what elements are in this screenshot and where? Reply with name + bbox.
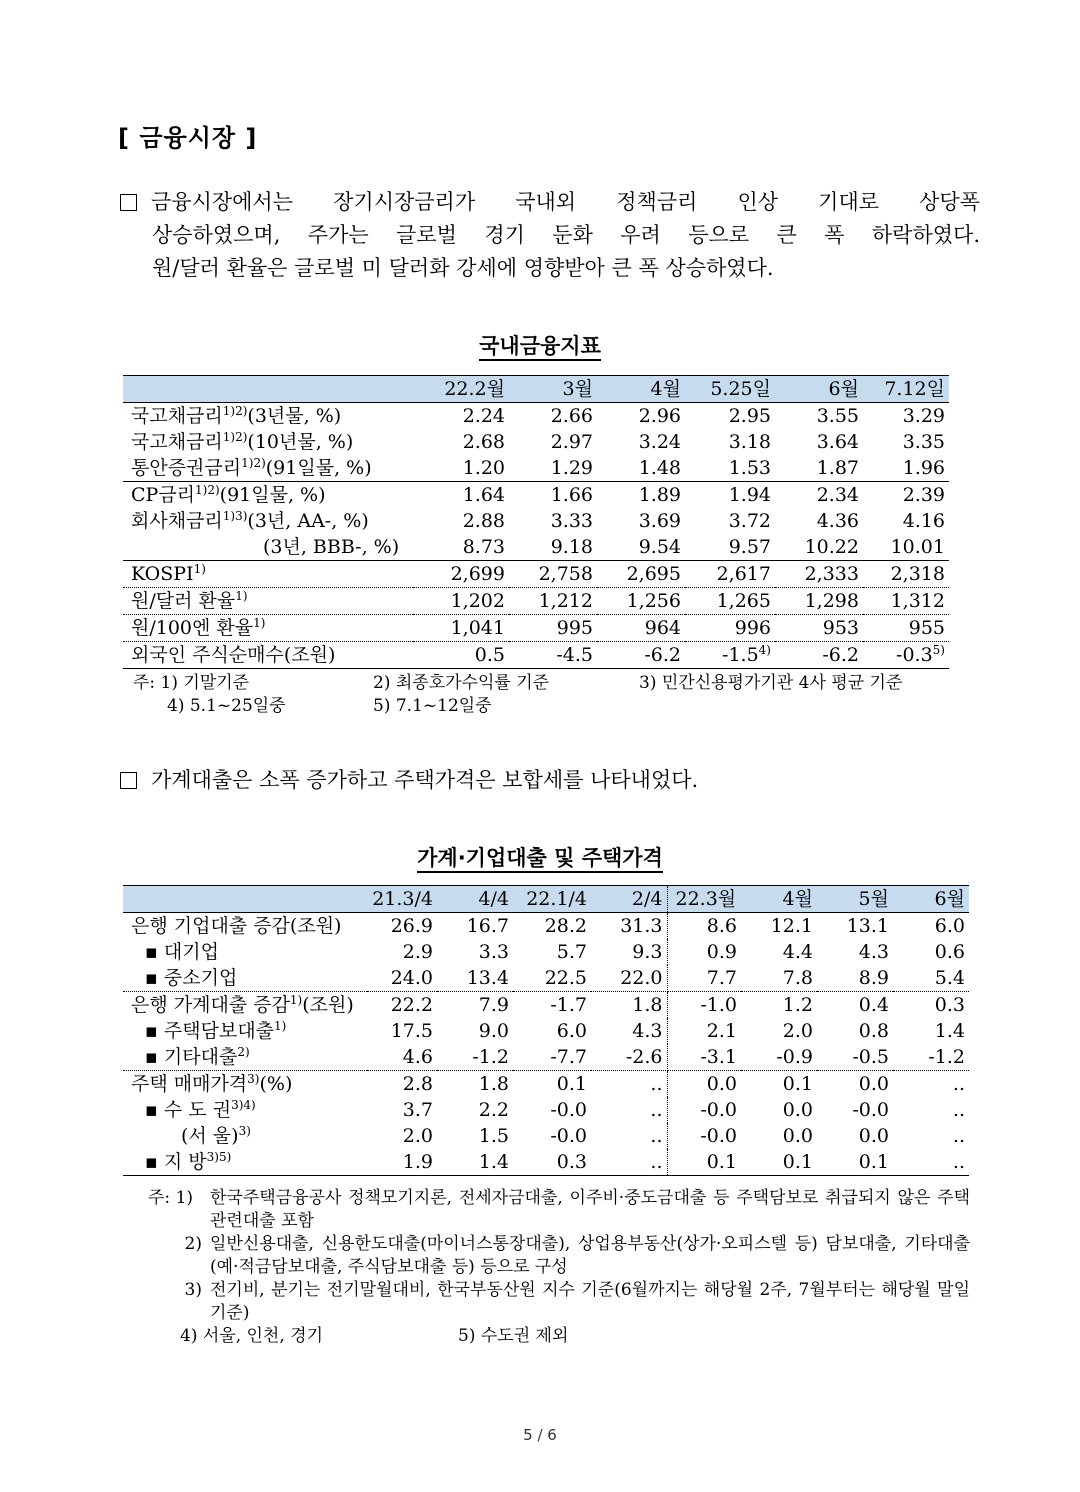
note-1: 주: 1) 한국주택금융공사 정책모기지론, 전세자금대출, 이주비·중도금대출 등 주택담보로 취급되지 않은 주택관련대출 포함 (148, 1188, 970, 1231)
table-cell: 1,312 (863, 588, 949, 615)
row-label (123, 455, 413, 482)
table-cell: 3.7 (402, 1099, 433, 1121)
row-label (123, 1044, 367, 1071)
table2-notes (148, 1187, 970, 1348)
row-label-footnote: 1) (289, 993, 303, 1007)
row-label (123, 1071, 367, 1098)
table-row (123, 455, 949, 482)
table-cell: 4.16 (902, 510, 945, 532)
table-cell: -1.5$^{4)}$ (685, 642, 775, 669)
note-4-5 (148, 1325, 970, 1348)
table-cell: 10.22 (775, 534, 863, 561)
table-cell: 0.0 (858, 1125, 889, 1147)
table-cell: .. (952, 1125, 965, 1147)
table-cell: 22.0 (591, 965, 667, 992)
table-cell: 0.1 (817, 1149, 893, 1176)
table-row (123, 913, 969, 940)
table-cell: 3.24 (638, 431, 681, 453)
table-cell: 1.94 (728, 484, 771, 506)
table-cell: 2.96 (638, 405, 681, 427)
domestic-financial-indicators-table (123, 375, 949, 669)
table-cell: 3.29 (902, 405, 945, 427)
table-cell: 28.2 (544, 915, 587, 937)
note-row (133, 695, 492, 718)
table-row (123, 1044, 969, 1071)
table-cell: 1.89 (638, 484, 681, 506)
table-cell: -1.7 (550, 994, 587, 1016)
row-label-unit: (3년물, %) (247, 405, 342, 427)
header-cell: 22.2월 (413, 376, 509, 403)
row-label-footnote: 1)2) (222, 404, 248, 418)
table-cell: 1.48 (597, 455, 685, 482)
table-row (123, 992, 969, 1019)
header-cell: 5.25일 (685, 376, 775, 403)
table-cell: -3.1 (667, 1044, 741, 1071)
table-cell: -0.0 (852, 1099, 889, 1121)
row-label (123, 615, 413, 642)
row-label-text: CP금리 (131, 484, 196, 506)
row-label-unit: (3년, AA-, %) (247, 510, 369, 532)
row-label (123, 482, 413, 509)
table-cell: 2.95 (728, 405, 771, 427)
table-cell: 8.6 (706, 915, 737, 937)
header-cell: 4/4 (437, 886, 513, 913)
row-label-unit: (91일물, %) (219, 484, 326, 506)
table-cell: -1.0 (700, 994, 737, 1016)
table-cell: -0.5 (817, 1044, 893, 1071)
table-cell: 0.5 (413, 642, 509, 669)
table-cell: 10.01 (863, 534, 949, 561)
table-cell: 7.8 (741, 965, 817, 992)
table-cell: 1.2 (782, 994, 813, 1016)
row-label-footnote: 1)3) (222, 509, 248, 523)
header-cell: 2/4 (591, 886, 667, 913)
table-cell: 3.64 (816, 431, 859, 453)
table-cell: 2.9 (402, 941, 433, 963)
row-label-text: ▪ 주택담보대출 (145, 1020, 275, 1042)
summary-paragraph-household-loans: 가계대출은 소폭 증가하고 주택가격은 보합세를 나타내었다. (120, 764, 980, 797)
table-row (123, 561, 949, 588)
row-label-unit: (91일물, %) (265, 457, 372, 479)
table-row (123, 642, 949, 669)
row-label-unit: (10년물, %) (247, 431, 354, 453)
row-label-text: (서 울) (181, 1125, 239, 1147)
row-label-text: ▪ 중소기업 (145, 967, 238, 989)
table-cell: -1.2 (437, 1044, 513, 1071)
table-row (123, 965, 969, 992)
table-cell: 13.4 (437, 965, 513, 992)
row-label (123, 403, 413, 430)
row-label-footnote: 3) (238, 1124, 251, 1138)
table-cell: 7.7 (667, 965, 741, 992)
row-label-text: 회사채금리 (131, 510, 223, 532)
table-cell: -1.2 (893, 1044, 969, 1071)
table-cell: 1,202 (413, 588, 509, 615)
table-cell: 2.0 (402, 1125, 433, 1147)
table-row (123, 1149, 969, 1176)
header-cell: 22.3월 (667, 886, 741, 913)
table-cell: 9.18 (509, 534, 597, 561)
table-cell: .. (591, 1097, 667, 1123)
table-cell: 4.3 (858, 941, 889, 963)
table-cell: 2,318 (863, 561, 949, 588)
table-cell: 2,758 (509, 561, 597, 588)
table-cell: -4.5 (509, 642, 597, 669)
row-label-text: ▪ 수 도 권 (145, 1099, 232, 1121)
note-4: 4) 서울, 인천, 경기 (180, 1326, 323, 1346)
table-cell: .. (952, 1099, 965, 1121)
paragraph-line: 금융시장에서는 장기시장금리가 국내외 정책금리 인상 기대로 상당폭 (120, 186, 980, 219)
table-cell: 1,256 (597, 588, 685, 615)
row-label-unit: (조원) (289, 915, 342, 937)
table-header-row (123, 376, 949, 403)
note-5: 5) 수도권 제외 (458, 1326, 569, 1346)
row-label-text: 주택 매매가격 (131, 1073, 248, 1095)
table-cell: 2,695 (597, 561, 685, 588)
table-row (123, 1097, 969, 1123)
table-cell: .. (893, 1149, 969, 1176)
row-label-text: 은행 기업대출 증감 (131, 915, 290, 937)
table-cell: 1.4 (437, 1149, 513, 1176)
row-label-footnote: 2) (237, 1045, 250, 1059)
note-2: 2) 최종호가수익률 기준 (373, 673, 550, 693)
table-cell: 1.87 (775, 455, 863, 482)
table-cell: 3.33 (550, 510, 593, 532)
row-label-text: 통안증권금리 (131, 457, 242, 479)
table-cell: 0.1 (782, 1073, 813, 1095)
table-cell: 2.34 (816, 484, 859, 506)
row-label-text: KOSPI (131, 563, 194, 585)
table-row (123, 939, 969, 965)
row-label-text: ▪ 지 방 (145, 1151, 207, 1173)
table-cell: .. (591, 1123, 667, 1149)
table-row (123, 1071, 969, 1098)
row-label-footnote: 3)4) (231, 1098, 256, 1112)
table-cell: .. (591, 1149, 667, 1176)
row-label-text: 원/달러 환율 (131, 590, 236, 612)
table-cell: 1.66 (550, 484, 593, 506)
table-cell: .. (952, 1073, 965, 1095)
table-cell: 0.8 (858, 1020, 889, 1042)
table-row (123, 508, 949, 534)
header-cell: 21.3/4 (367, 886, 437, 913)
table-cell: 4.6 (367, 1044, 437, 1071)
table-cell: 4.36 (816, 510, 859, 532)
table-cell: 22.5 (513, 965, 591, 992)
table1-notes (133, 672, 903, 718)
table-row (123, 534, 949, 561)
table-cell: .. (591, 1071, 667, 1098)
row-label-footnote: 1) (235, 589, 248, 603)
header-cell: 22.1/4 (513, 886, 591, 913)
row-label (123, 1018, 367, 1044)
table-cell: -7.7 (513, 1044, 591, 1071)
row-label-text: ▪ 기타대출 (145, 1046, 238, 1068)
row-label (123, 939, 367, 965)
table-cell: 0.1 (667, 1149, 741, 1176)
note-3: 3) 전기비, 분기는 전기말월대비, 한국부동산원 지수 기준(6월까지는 해당월 2주, 7월부터는 해당월 말일 기준) (184, 1280, 970, 1323)
row-label-text: 은행 가계대출 증감 (131, 994, 290, 1016)
row-label (123, 1123, 367, 1149)
table-cell: 0.0 (858, 1073, 889, 1095)
row-label (123, 588, 413, 615)
header-cell (123, 376, 413, 403)
row-label-footnote: 1) (193, 562, 206, 576)
row-label-footnote: 1)2) (195, 483, 220, 497)
header-cell: 4월 (597, 376, 685, 403)
header-cell: 4월 (741, 886, 817, 913)
checkbox-bullet-icon (120, 194, 137, 211)
table-cell: 5.4 (893, 965, 969, 992)
row-label-unit: (3년, BBB-, %) (263, 536, 400, 558)
table-row (123, 1018, 969, 1044)
table-cell: -0.3$^{5)}$ (863, 642, 949, 669)
table-cell: 996 (685, 615, 775, 642)
row-label-text: 원/100엔 환율 (131, 617, 254, 639)
table-cell: -2.6 (591, 1044, 667, 1071)
section-title: [ 금융시장 ] (118, 124, 258, 152)
row-label-text: ▪ 대기업 (145, 941, 219, 963)
row-label-unit: (%) (259, 1073, 293, 1095)
row-label (123, 1097, 367, 1123)
table-cell: 0.4 (858, 994, 889, 1016)
table-cell: 1.4 (934, 1020, 965, 1042)
table-cell: 2.88 (462, 510, 505, 532)
header-cell: 5월 (817, 886, 893, 913)
table-cell: -0.0 (550, 1099, 587, 1121)
row-label-unit: (조원) (302, 994, 354, 1016)
row-label (123, 642, 413, 669)
table-row (123, 482, 949, 509)
table-cell: 3.3 (478, 941, 509, 963)
header-cell: 6월 (893, 886, 969, 913)
row-label-footnote: 3)5) (206, 1150, 232, 1164)
table-cell: 6.0 (556, 1020, 587, 1042)
table-cell: -6.2 (597, 642, 685, 669)
row-label-footnote: 1)2) (222, 430, 248, 444)
row-label-text: 외국인 주식순매수(조원) (131, 644, 336, 666)
row-label-footnote: 1) (274, 1019, 287, 1033)
paragraph-line: 원/달러 환율은 글로벌 미 달러화 강세에 영향받아 큰 폭 상승하였다. (152, 256, 774, 280)
row-label (123, 429, 413, 455)
table-cell: 1.96 (863, 455, 949, 482)
row-label-footnote: 1) (253, 616, 266, 630)
row-label-footnote: 1)2) (241, 456, 266, 470)
header-cell: 3월 (509, 376, 597, 403)
table-header-row (123, 886, 969, 913)
table2-title: 가계·기업대출 및 주택가격 (0, 842, 1080, 872)
header-cell: 7.12일 (863, 376, 949, 403)
table-cell: 1.8 (591, 992, 667, 1019)
table-cell: 995 (509, 615, 597, 642)
row-label (123, 534, 413, 561)
note-row (133, 672, 903, 695)
table-row (123, 429, 949, 455)
table-cell: 2,333 (775, 561, 863, 588)
cell-footnote: 4) (758, 643, 771, 657)
table-cell: 2.24 (462, 405, 505, 427)
table-cell: 3.72 (728, 510, 771, 532)
header-cell (123, 886, 367, 913)
page-number: 5 / 6 (523, 1426, 557, 1444)
table-row (123, 588, 949, 615)
table-cell: 0.1 (556, 1073, 587, 1095)
table-cell: 26.9 (390, 915, 433, 937)
table-row (123, 615, 949, 642)
table-cell: -0.0 (700, 1125, 737, 1147)
table1-title: 국내금융지표 (0, 330, 1080, 360)
table-cell: 0.6 (934, 941, 965, 963)
table-cell: 8.9 (817, 965, 893, 992)
table-cell: 1,041 (413, 615, 509, 642)
table-cell: 2.0 (782, 1020, 813, 1042)
table-cell: 1.64 (462, 484, 505, 506)
cell-footnote: 5) (932, 643, 945, 657)
loans-and-housing-prices-table (123, 885, 969, 1176)
note-2: 2) 일반신용대출, 신용한도대출(마이너스통장대출), 상업용부동산(상가·오피스텔 등) 담보대출, 기타대출(예·적금담보대출, 주식담보대출 등) 등으로 구성 (184, 1234, 971, 1277)
table-cell: 953 (775, 615, 863, 642)
table-cell: 2.68 (462, 431, 505, 453)
table-cell: 3.55 (816, 405, 859, 427)
row-label (123, 965, 367, 992)
table-cell: 9.57 (685, 534, 775, 561)
table-cell: 1.53 (685, 455, 775, 482)
table-cell: -0.0 (550, 1125, 587, 1147)
table-cell: 2.97 (550, 431, 593, 453)
header-cell: 6월 (775, 376, 863, 403)
table-cell: -0.0 (700, 1099, 737, 1121)
table-cell: 8.73 (413, 534, 509, 561)
note-4: 4) 5.1~25일중 (167, 696, 286, 716)
table-cell: 1.29 (509, 455, 597, 482)
table-cell: 2.66 (550, 405, 593, 427)
table-cell: 3.35 (902, 431, 945, 453)
note-5: 5) 7.1~12일중 (373, 696, 492, 716)
table-cell: -6.2 (775, 642, 863, 669)
table-cell: 7.9 (478, 994, 509, 1016)
table-cell: -0.9 (741, 1044, 817, 1071)
row-label (123, 913, 367, 940)
table-cell: 24.0 (367, 965, 437, 992)
row-label-text: 국고채금리 (131, 431, 223, 453)
table-row (123, 403, 949, 430)
table-cell: 0.1 (741, 1149, 817, 1176)
table-cell: 13.1 (846, 915, 889, 937)
table-cell: 1.20 (413, 455, 509, 482)
row-label (123, 508, 413, 534)
row-label (123, 561, 413, 588)
table-cell: 0.0 (706, 1073, 737, 1095)
table-cell: 2,699 (413, 561, 509, 588)
paragraph-line: 상승하였으며, 주가는 글로벌 경기 둔화 우려 등으로 큰 폭 하락하였다. (152, 223, 980, 247)
table-cell: 17.5 (390, 1020, 433, 1042)
note-1: 주: 1) 기말기준 (133, 673, 250, 693)
table-cell: 1,265 (685, 588, 775, 615)
table-cell: 0.0 (782, 1125, 813, 1147)
table-cell: 16.7 (466, 915, 509, 937)
table-cell: 2.39 (902, 484, 945, 506)
note-3: 3) 민간신용평가기관 4사 평균 기준 (639, 673, 903, 693)
table-cell: 1.5 (478, 1125, 509, 1147)
table-cell: 1.9 (367, 1149, 437, 1176)
table-cell: 4.3 (591, 1018, 667, 1044)
table-cell: 0.3 (513, 1149, 591, 1176)
table-cell: 2.1 (706, 1020, 737, 1042)
table-cell: 3.18 (728, 431, 771, 453)
table-cell: 1.8 (478, 1073, 509, 1095)
table-cell: 9.0 (478, 1020, 509, 1042)
summary-paragraph-financial-markets (120, 186, 980, 285)
row-label-footnote: 3) (247, 1072, 260, 1086)
table-cell: 6.0 (934, 915, 965, 937)
table-cell: 4.4 (782, 941, 813, 963)
table-cell: 22.2 (390, 994, 433, 1016)
table-cell: 964 (597, 615, 685, 642)
table-cell: 0.9 (706, 941, 737, 963)
row-label-text: 국고채금리 (131, 405, 223, 427)
table-cell: 31.3 (591, 913, 667, 940)
table-cell: 955 (863, 615, 949, 642)
checkbox-bullet-icon (120, 772, 137, 789)
table-cell: 2.2 (478, 1099, 509, 1121)
table-row (123, 1123, 969, 1149)
table-cell: 2,617 (685, 561, 775, 588)
table-cell: 12.1 (770, 915, 813, 937)
table-cell: 9.54 (597, 534, 685, 561)
table-cell: 3.69 (638, 510, 681, 532)
table-cell: 2.8 (402, 1073, 433, 1095)
table-cell: 5.7 (556, 941, 587, 963)
table-cell: 0.0 (782, 1099, 813, 1121)
table-cell: 1,298 (775, 588, 863, 615)
row-label (123, 1149, 367, 1176)
table-cell: 9.3 (591, 939, 667, 965)
table-cell: 0.3 (934, 994, 965, 1016)
table-cell: 1,212 (509, 588, 597, 615)
row-label (123, 992, 367, 1019)
